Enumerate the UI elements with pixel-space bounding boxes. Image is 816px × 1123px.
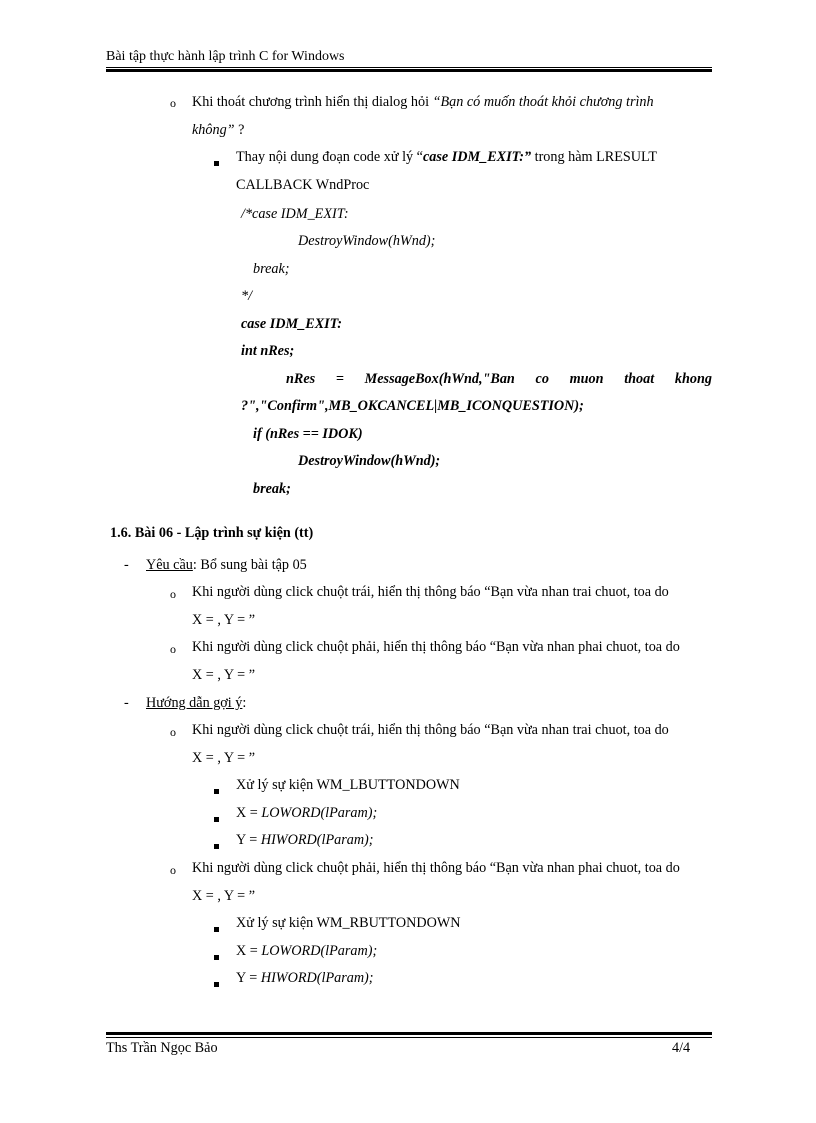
code-line: /*case IDM_EXIT: — [241, 206, 349, 222]
circle-bullet-icon: o — [170, 642, 176, 656]
code-line: DestroyWindow(hWnd); — [298, 453, 441, 469]
circle-bullet-icon: o — [170, 96, 176, 110]
requirement-item-right-line1: Khi người dùng click chuột phải, hiển thị thông báo “Bạn vừa nhan phai chuot, toa do — [192, 639, 680, 655]
guide-line: Hướng dẫn gợi ý: — [146, 695, 247, 711]
code-line: int nRes; — [241, 343, 295, 359]
code-line: ?","Confirm",MB_OKCANCEL|MB_ICONQUESTION); — [241, 398, 584, 414]
square-bullet-icon — [214, 920, 219, 937]
guide-right-sub1: Xử lý sự kiện WM_RBUTTONDOWN — [236, 915, 461, 931]
guide-right-line2: X = , Y = ” — [192, 888, 256, 904]
section-title: 1.6. Bài 06 - Lập trình sự kiện (tt) — [110, 525, 314, 541]
exit-item-line1: Khi thoát chương trình hiển thị dialog hỏi “Bạn có muốn thoát khỏi chương trình — [192, 94, 654, 110]
circle-bullet-icon: o — [170, 863, 176, 877]
dash-bullet-icon: - — [124, 557, 129, 573]
code-line: break; — [253, 261, 290, 277]
code-line: case IDM_EXIT: — [241, 316, 343, 332]
square-bullet-icon — [214, 837, 219, 854]
circle-bullet-icon: o — [170, 587, 176, 601]
header-title: Bài tập thực hành lập trình C for Windows — [106, 49, 345, 64]
code-line: if (nRes == IDOK) — [253, 426, 363, 442]
header-rule-thick — [106, 69, 712, 72]
replace-item-line1: Thay nội dung đoạn code xử lý “case IDM_EXIT:” trong hàm LRESULT — [236, 149, 658, 165]
guide-right-sub3: Y = HIWORD(lParam); — [236, 970, 374, 986]
dash-bullet-icon: - — [124, 695, 129, 711]
footer-rule-thick — [106, 1032, 712, 1035]
header-rule-thin — [106, 67, 712, 68]
replace-item-line2: CALLBACK WndProc — [236, 177, 370, 193]
circle-bullet-icon: o — [170, 725, 176, 739]
square-bullet-icon — [214, 782, 219, 799]
footer-author: Ths Trần Ngọc Bảo — [106, 1040, 218, 1056]
guide-left-sub2: X = LOWORD(lParam); — [236, 805, 378, 821]
code-line: break; — [253, 481, 291, 497]
code-line-messagebox: nRes = MessageBox(hWnd,"Ban co muon thoat khong — [286, 371, 712, 387]
requirement-line: Yêu cầu: Bổ sung bài tập 05 — [146, 557, 307, 573]
guide-right-line1: Khi người dùng click chuột phải, hiển thị thông báo “Bạn vừa nhan phai chuot, toa do — [192, 860, 680, 876]
guide-left-line2: X = , Y = ” — [192, 750, 256, 766]
requirement-item-right-line2: X = , Y = ” — [192, 667, 256, 683]
square-bullet-icon — [214, 154, 219, 171]
code-line: */ — [241, 288, 253, 304]
requirement-item-left-line2: X = , Y = ” — [192, 612, 256, 628]
guide-left-sub1: Xử lý sự kiện WM_LBUTTONDOWN — [236, 777, 460, 793]
guide-right-sub2: X = LOWORD(lParam); — [236, 943, 378, 959]
square-bullet-icon — [214, 975, 219, 992]
code-line: DestroyWindow(hWnd); — [298, 233, 436, 249]
footer-page-number: 4/4 — [672, 1040, 691, 1056]
square-bullet-icon — [214, 810, 219, 827]
square-bullet-icon — [214, 948, 219, 965]
requirement-item-left-line1: Khi người dùng click chuột trái, hiển thị thông báo “Bạn vừa nhan trai chuot, toa do — [192, 584, 669, 600]
guide-left-line1: Khi người dùng click chuột trái, hiển thị thông báo “Bạn vừa nhan trai chuot, toa do — [192, 722, 669, 738]
exit-item-line2: không” ? — [192, 122, 245, 138]
footer-rule-thin — [106, 1037, 712, 1038]
guide-left-sub3: Y = HIWORD(lParam); — [236, 832, 374, 848]
